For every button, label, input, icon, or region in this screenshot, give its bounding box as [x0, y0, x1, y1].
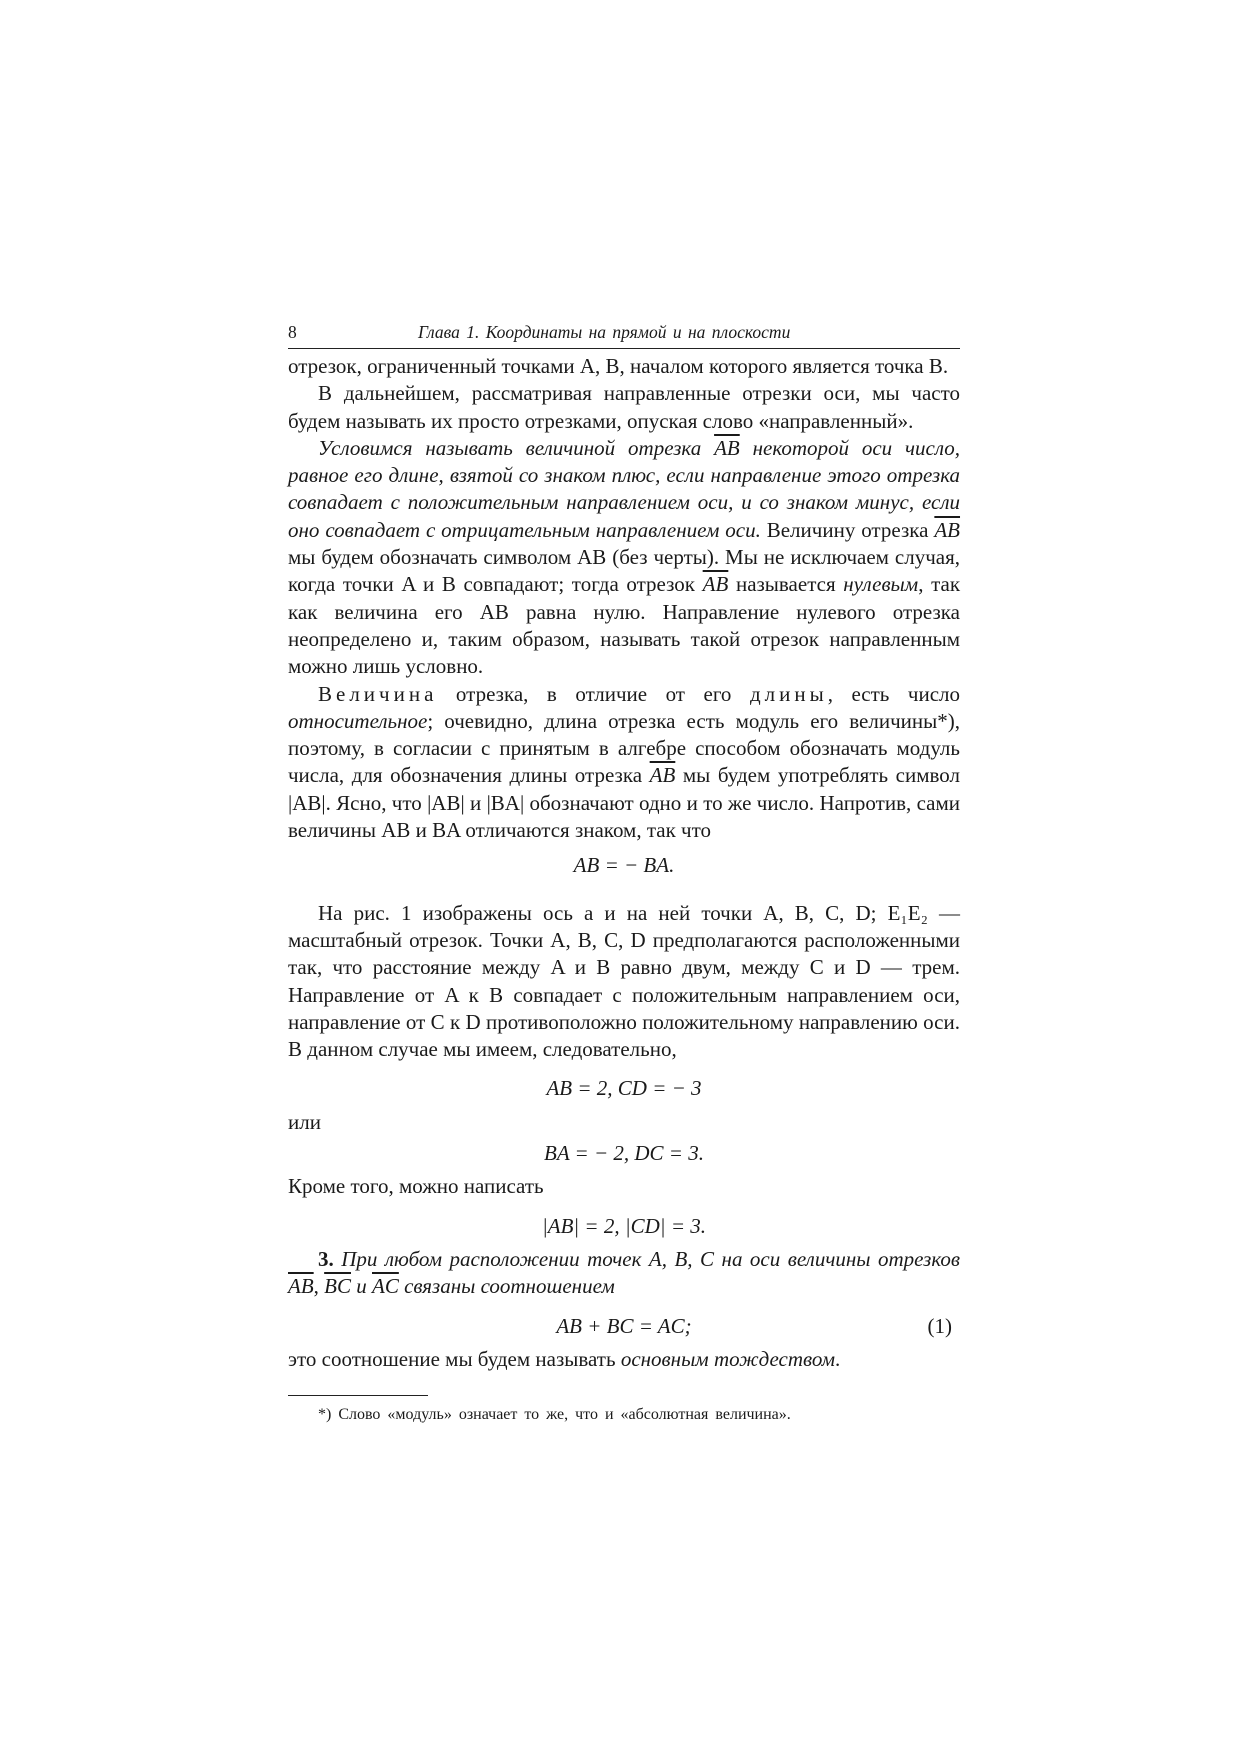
vector-ab: $\overline{AB}$: [702, 572, 729, 597]
section-number: 3.: [318, 1246, 334, 1271]
vector-bc: $\overline{BC}$: [324, 1274, 351, 1299]
formula-text: |AB| = 2, |CD| = 3.: [541, 1213, 706, 1238]
text-span: ; очевидно, длина отрезка есть модуль его величины*), поэтому, в согласии с принятым в алгебре способом обозначать модуль числа, для обозначения длины отрезка: [288, 708, 960, 788]
text-span: мы будем употреблять символ |AB|. Ясно, что |AB| и |BA| обозначают одно и то же число. Напротив, сами величины AB и BA отличаются знаком, так что: [288, 763, 960, 843]
paragraph-4: [288, 681, 960, 845]
vector-ab: $\overline{AB}$: [934, 517, 961, 542]
notation-text-called: называется: [735, 572, 836, 597]
text-span: связаны соотношением: [404, 1274, 615, 1299]
paragraph-or: или: [288, 1109, 321, 1134]
paragraph-2: В дальнейшем, рассматривая направленные отрезки оси, мы часто будем называть их просто отрезками, опуская слово «направленный».: [288, 381, 960, 433]
text-span: При любом расположении точек A, B, C на оси величины отрезков: [341, 1246, 960, 1271]
formula-ab-cd: [288, 1075, 960, 1102]
equation-number: (1): [927, 1313, 952, 1338]
vector-ab: $\overline{AB}$: [288, 1274, 314, 1299]
body-text: [288, 353, 960, 1373]
term-relative: относительное: [288, 708, 428, 733]
definition-text-start: Условимся называть величиной отрезка: [318, 435, 702, 460]
formula-text: AB + BC = AC;: [556, 1313, 692, 1338]
text-span: ,: [313, 1274, 319, 1299]
notation-text-end: , так как величина его AB равна нулю. Направление нулевого отрезка неопределено и, таким образом, называть такой отрезок направленным можно лишь условно.: [288, 572, 961, 679]
term-length: длины: [749, 681, 828, 706]
formula-basic-identity: [288, 1313, 960, 1340]
vector-ab: $\overline{AB}$: [649, 763, 676, 788]
paragraph-1: отрезок, ограниченный точками A, B, началом которого является точка B.: [288, 354, 949, 378]
footnote-divider: [288, 1395, 428, 1396]
vector-ac: $\overline{AC}$: [372, 1274, 399, 1299]
paragraph-5: На рис. 1 изображены ось a и на ней точки A, B, C, D; E₁E₂ — масштабный отрезок. Точки A, B, C, D предполагаются расположенными так, что расстояние между A и B равно двум, между C и D — трем. Направление от A к B совпадает с положительным направлением оси, направление от C к D противоположно положительному направлению оси. В данном случае мы имеем, следовательно,: [288, 900, 960, 1062]
chapter-title: Глава 1. Координаты на прямой и на плоскости: [418, 322, 791, 342]
text-span: это соотношение мы будем называть: [288, 1346, 616, 1371]
paragraph-3: [288, 435, 960, 681]
definition-text-end: некоторой оси число, равное его длине, взятой со знаком плюс, если направление этого отрезка совпадает с положительным направлением оси, и со знаком минус, если оно совпадает с отрицательным направлением оси.: [288, 435, 961, 542]
formula-ab-minus-ba: [288, 852, 960, 879]
text-span: .: [835, 1346, 841, 1371]
formula-text: BA = − 2, DC = 3.: [544, 1141, 704, 1166]
term-null: нулевым: [843, 572, 919, 597]
paragraph-9: [288, 1346, 960, 1373]
formula-text: AB = 2, CD = − 3: [546, 1076, 702, 1101]
formula-text: AB = − BA.: [573, 853, 675, 878]
formula-ba-dc: [288, 1140, 960, 1167]
text-span: отрезка, в отличие от его: [455, 681, 732, 706]
term-basic-identity: основным тождеством: [620, 1346, 835, 1371]
term-magnitude: Величина: [318, 681, 438, 706]
paragraph-7: Кроме того, можно написать: [288, 1174, 544, 1199]
paragraph-theorem-3: [288, 1246, 960, 1301]
notation-text-start: Величину отрезка: [766, 517, 929, 542]
running-head: [288, 318, 960, 349]
text-span: и: [356, 1274, 367, 1299]
formula-abs-values: [288, 1213, 960, 1240]
footnote: *) Слово «модуль» означает то же, что и «абсолютная величина».: [318, 1406, 791, 1424]
text-span: , есть число: [827, 681, 960, 706]
book-page: [288, 318, 960, 1426]
page-number: 8: [288, 322, 297, 342]
vector-ab: $\overline{AB}$: [714, 435, 740, 460]
notation-text-mid: мы будем обозначать символом AB (без черты). Мы не исключаем случая, когда точки A и B совпадают; тогда отрезок: [288, 545, 960, 597]
